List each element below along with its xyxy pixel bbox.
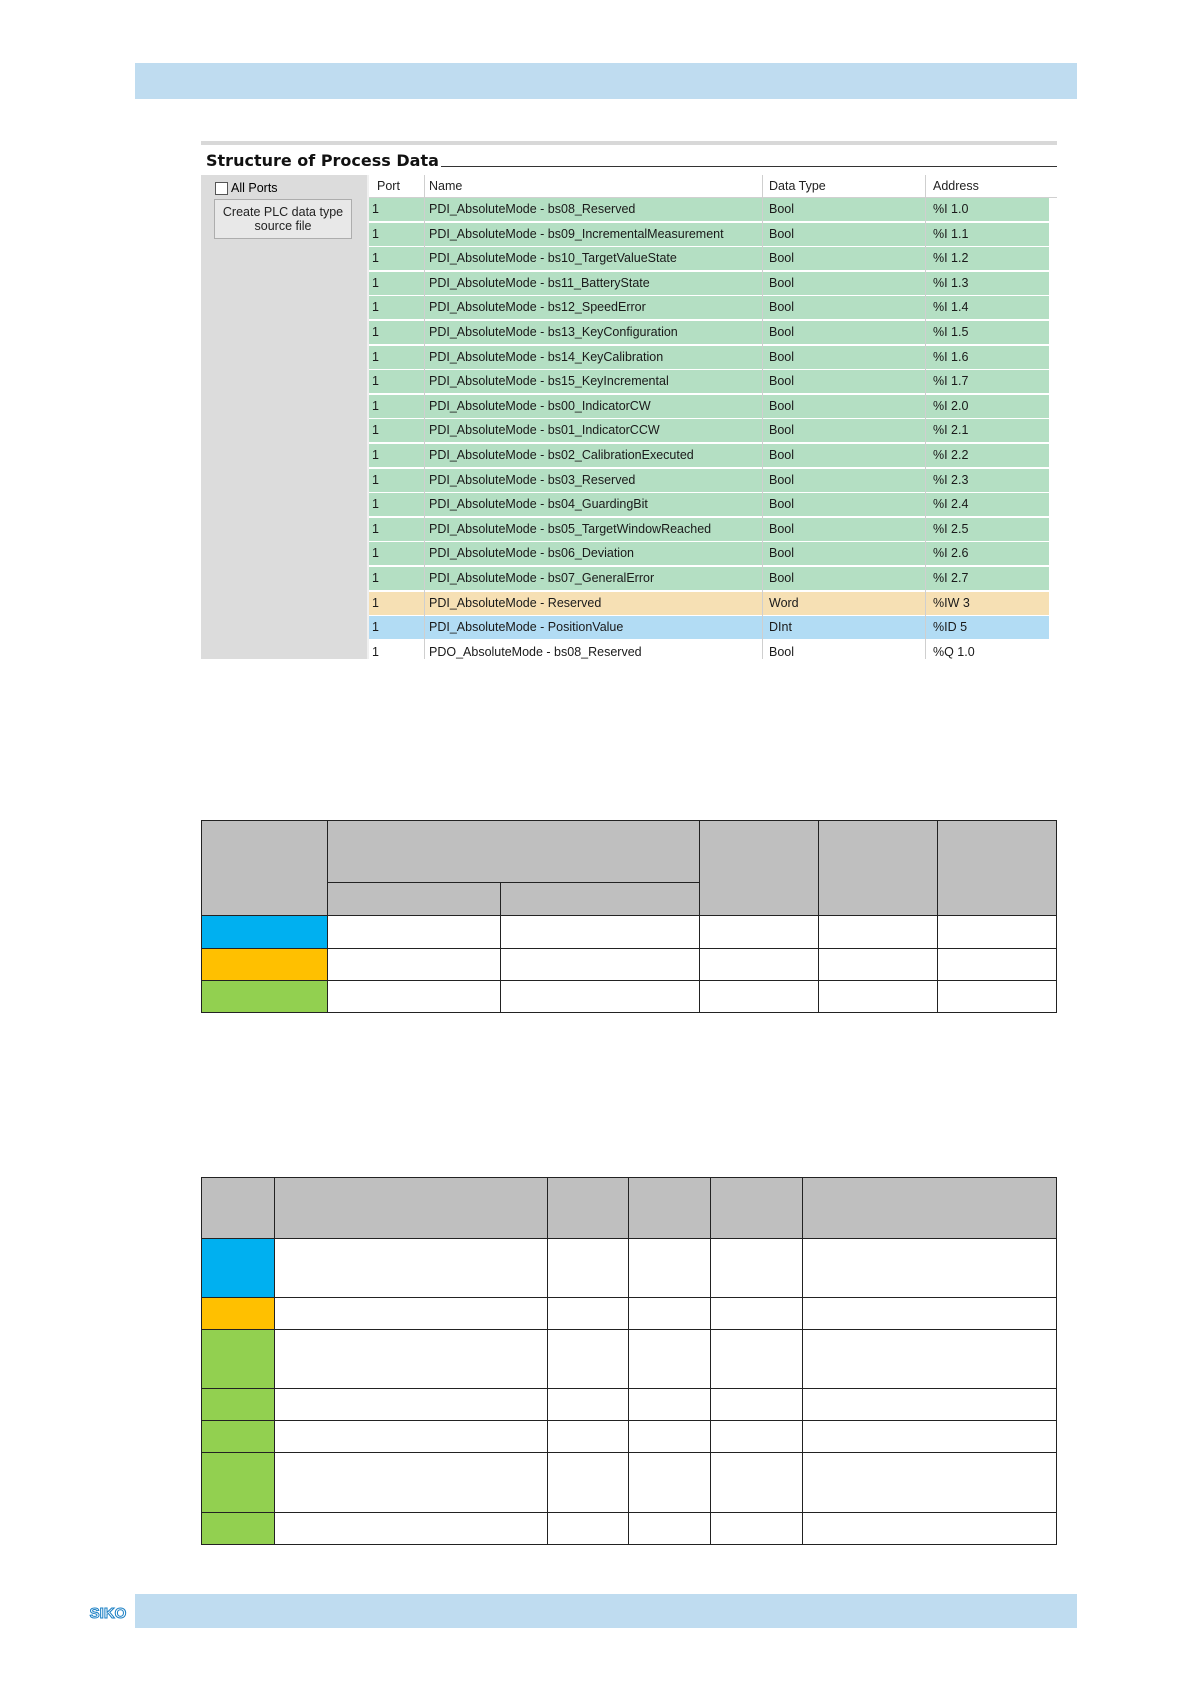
left-panel [201,175,367,659]
col-divider [424,175,425,659]
table-cell [327,948,500,980]
row-data-type: DInt [769,620,792,635]
table-cell [629,1453,711,1512]
row-address: %I 2.2 [933,448,969,462]
color-table-1 [201,820,1057,1013]
title-rule [441,166,1057,167]
legend-orange-swatch [202,1297,275,1329]
row-address: %I 2.5 [933,521,969,536]
row-port: 1 [372,202,379,216]
table-cell [547,1453,629,1512]
legend-green-swatch [202,1421,275,1453]
footer-band [135,1594,1077,1628]
header-cell [819,821,938,916]
header-cell [327,821,700,883]
table-cell [500,948,700,980]
col-divider [925,175,926,659]
row-address: %I 1.2 [933,251,969,266]
legend-blue-swatch [202,1239,275,1297]
row-address: %I 2.7 [933,571,969,585]
header-cell [803,1178,1057,1239]
row-port: 1 [372,300,379,315]
row-data-type: Bool [769,398,795,413]
legend-blue-swatch [202,916,328,948]
table-cell [803,1297,1057,1329]
row-port: 1 [372,251,379,266]
row-data-type: Bool [769,497,795,512]
table-cell [711,1421,803,1453]
table-cell [711,1453,803,1512]
table-cell [547,1239,629,1297]
table-cell [700,948,819,980]
table-row[interactable] [369,444,1049,468]
table-cell [547,1329,629,1388]
table-row[interactable] [369,198,1049,222]
row-port: 1 [372,620,379,635]
row-name: PDI_AbsoluteMode - bs04_GuardingBit [429,497,648,512]
row-name: PDI_AbsoluteMode - bs12_SpeedError [429,300,646,315]
table-cell [700,980,819,1012]
header-cell [938,821,1057,916]
table-cell [711,1239,803,1297]
row-data-type: Bool [769,325,795,339]
row-name: PDI_AbsoluteMode - bs10_TargetValueState [429,251,677,266]
row-port: 1 [372,275,379,290]
row-name: PDI_AbsoluteMode - bs00_IndicatorCW [429,398,651,413]
table-cell [327,980,500,1012]
row-name: PDI_AbsoluteMode - bs07_GeneralError [429,571,655,585]
row-port: 1 [372,349,379,364]
row-address: %I 2.4 [933,497,969,512]
row-data-type: Bool [769,202,795,216]
header-band [135,63,1077,99]
table-cell [803,1421,1057,1453]
table-cell [700,916,819,948]
row-address: %I 2.6 [933,546,969,561]
row-name: PDI_AbsoluteMode - PositionValue [429,620,624,635]
table-row[interactable] [369,419,1049,443]
table-cell [629,1329,711,1388]
row-address: %I 2.3 [933,472,969,487]
legend-orange-swatch [202,948,328,980]
col-address[interactable]: Address [933,179,979,193]
row-data-type: Bool [769,448,795,462]
table-cell [274,1512,547,1544]
process-data-screenshot [201,141,1057,659]
row-data-type: Bool [769,300,795,315]
row-address: %ID 5 [933,620,968,635]
table-cell [274,1297,547,1329]
row-data-type: Word [769,595,799,610]
process-data-grid [369,175,1057,659]
row-data-type: Bool [769,546,795,561]
row-port: 1 [372,595,379,610]
row-name: PDI_AbsoluteMode - bs05_TargetWindowReached [429,521,712,536]
table-cell [274,1389,547,1421]
row-name: PDI_AbsoluteMode - bs11_BatteryState [429,275,650,290]
screenshot-title: Structure of Process Data [206,151,439,170]
row-data-type: Bool [769,521,795,536]
table-row[interactable] [369,370,1049,394]
table-row[interactable] [369,296,1049,320]
screenshot-header [201,141,1057,175]
row-address: %I 2.0 [933,398,969,413]
table-cell [938,916,1057,948]
row-name: PDI_AbsoluteMode - bs01_IndicatorCCW [429,423,660,438]
table-row[interactable] [369,518,1049,542]
row-name: PDI_AbsoluteMode - bs06_Deviation [429,546,634,561]
logo-text: SIKO [89,1605,127,1622]
all-ports-checkbox[interactable] [215,182,228,195]
table-cell [547,1297,629,1329]
row-name: PDI_AbsoluteMode - bs08_Reserved [429,202,636,216]
table-row[interactable] [369,542,1049,566]
row-name: PDI_AbsoluteMode - Reserved [429,595,602,610]
row-address: %Q 1.0 [933,644,975,659]
legend-green-swatch [202,1453,275,1512]
row-port: 1 [372,374,379,389]
header-cell [500,883,700,916]
table-cell [500,916,700,948]
header-cell [327,883,500,916]
row-address: %I 1.1 [933,226,969,241]
row-data-type: Bool [769,472,795,487]
row-data-type: Bool [769,644,795,659]
row-address: %I 1.0 [933,202,969,216]
row-port: 1 [372,226,379,241]
table-row[interactable] [369,493,1049,517]
table-cell [711,1512,803,1544]
table-cell [803,1512,1057,1544]
row-data-type: Bool [769,226,795,241]
row-name: PDI_AbsoluteMode - bs09_IncrementalMeasurement [429,226,724,241]
legend-green-swatch [202,1329,275,1388]
table-cell [500,980,700,1012]
row-port: 1 [372,398,379,413]
table-cell [803,1453,1057,1512]
grid-header [369,175,1057,198]
row-data-type: Bool [769,275,795,290]
row-data-type: Bool [769,251,795,266]
table-row[interactable] [369,641,1049,659]
table-cell [711,1329,803,1388]
create-plc-source-button[interactable] [214,199,352,239]
table-cell [547,1512,629,1544]
table-cell [629,1239,711,1297]
legend-green-swatch [202,980,328,1012]
row-name: PDI_AbsoluteMode - bs15_KeyIncremental [429,374,669,389]
table-row[interactable] [369,395,1049,419]
row-port: 1 [372,644,379,659]
header-cell [202,821,328,916]
table-row[interactable] [369,272,1049,296]
table-row[interactable] [369,321,1049,345]
row-address: %I 1.6 [933,349,969,364]
row-address: %IW 3 [933,595,970,610]
row-address: %I 1.5 [933,325,969,339]
table-row[interactable] [369,223,1049,247]
row-port: 1 [372,546,379,561]
row-name: PDI_AbsoluteMode - bs02_CalibrationExecuted [429,448,694,462]
row-address: %I 1.3 [933,275,969,290]
all-ports-label: All Ports [231,181,278,195]
row-name: PDI_AbsoluteMode - bs13_KeyConfiguration [429,325,678,339]
row-port: 1 [372,497,379,512]
legend-green-swatch [202,1512,275,1544]
row-port: 1 [372,571,379,585]
table-cell [803,1329,1057,1388]
table-cell [547,1421,629,1453]
header-cell [202,1178,275,1239]
table-cell [819,980,938,1012]
col-port[interactable]: Port [377,179,400,193]
table-cell [803,1239,1057,1297]
row-name: PDI_AbsoluteMode - bs03_Reserved [429,472,636,487]
table-cell [938,948,1057,980]
table-row[interactable] [369,592,1049,616]
table-row[interactable] [369,346,1049,370]
table-row[interactable] [369,469,1049,493]
table-cell [629,1512,711,1544]
row-data-type: Bool [769,423,795,438]
table-cell [327,916,500,948]
header-cell [274,1178,547,1239]
table-cell [629,1421,711,1453]
row-name: PDI_AbsoluteMode - bs14_KeyCalibration [429,349,664,364]
col-data-type[interactable]: Data Type [769,179,826,193]
row-address: %I 1.7 [933,374,969,389]
row-port: 1 [372,423,379,438]
table-cell [274,1453,547,1512]
table-cell [803,1389,1057,1421]
table-cell [819,916,938,948]
row-port: 1 [372,325,379,339]
table-cell [547,1389,629,1421]
header-cell [629,1178,711,1239]
col-divider [762,175,763,659]
row-data-type: Bool [769,374,795,389]
table-cell [629,1297,711,1329]
header-cell [711,1178,803,1239]
table-cell [819,948,938,980]
color-table-2 [201,1177,1057,1545]
table-row[interactable] [369,567,1049,591]
table-cell [274,1239,547,1297]
all-ports-option[interactable] [215,181,278,195]
row-port: 1 [372,521,379,536]
table-cell [274,1421,547,1453]
table-cell [711,1297,803,1329]
row-data-type: Bool [769,349,795,364]
table-row[interactable] [369,616,1049,640]
table-cell [711,1389,803,1421]
plc-button-line1: Create PLC data type [222,205,344,219]
table-cell [274,1329,547,1388]
row-port: 1 [372,472,379,487]
row-data-type: Bool [769,571,795,585]
plc-button-line2: source file [254,219,312,233]
row-address: %I 2.1 [933,423,969,438]
row-name: PDO_AbsoluteMode - bs08_Reserved [429,644,642,659]
col-name[interactable]: Name [429,179,463,193]
row-address: %I 1.4 [933,300,969,315]
row-port: 1 [372,448,379,462]
table-row[interactable] [369,247,1049,271]
legend-green-swatch [202,1389,275,1421]
siko-logo [88,1597,128,1627]
table-cell [938,980,1057,1012]
header-cell [547,1178,629,1239]
table-cell [629,1389,711,1421]
header-cell [700,821,819,916]
